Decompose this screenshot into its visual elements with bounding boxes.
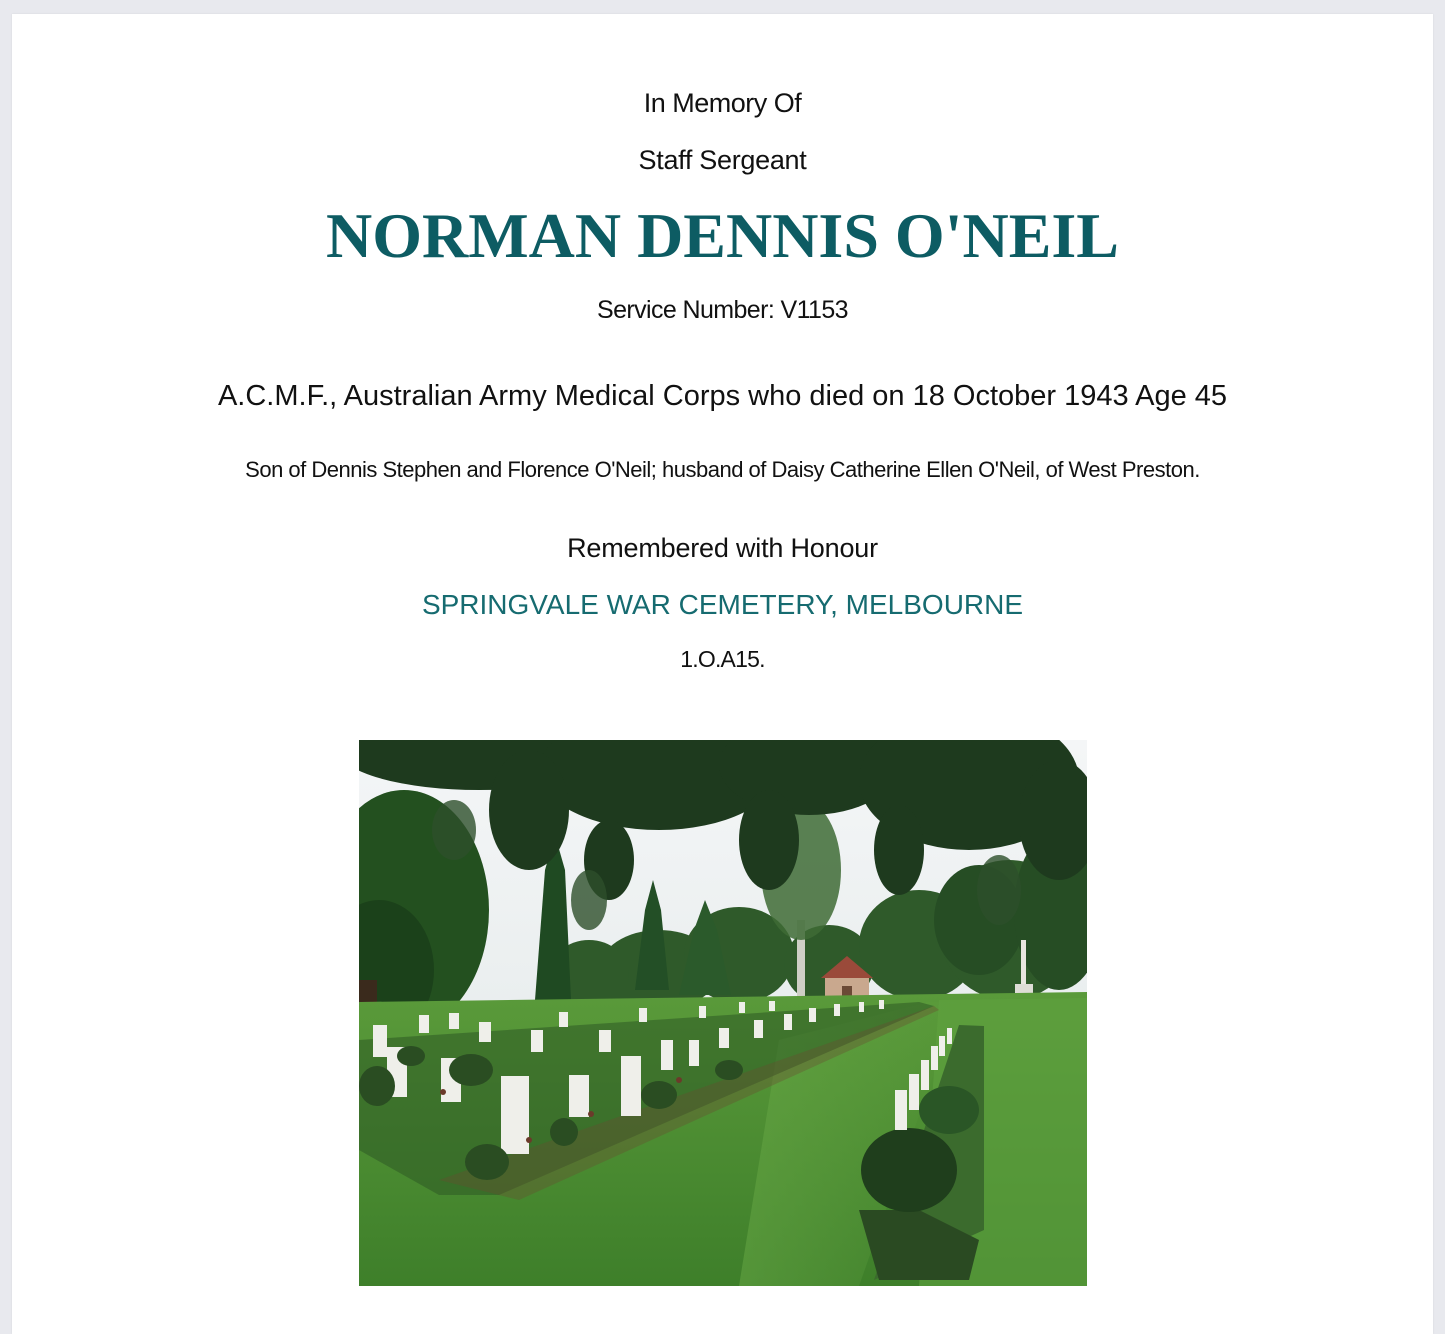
memorial-page bbox=[12, 14, 1433, 1334]
unit-death-line: A.C.M.F., Australian Army Medical Corps who died on 18 October 1943 Age 45 bbox=[217, 380, 1228, 412]
grave-reference: 1.O.A15. bbox=[680, 646, 765, 672]
rank-text: Staff Sergeant bbox=[638, 145, 807, 175]
intro-text: In Memory Of bbox=[643, 88, 802, 118]
service-number: Service Number: V1153 bbox=[597, 296, 848, 324]
cemetery-name: SPRINGVALE WAR CEMETERY, MELBOURNE bbox=[421, 589, 1024, 620]
cemetery-photo bbox=[359, 740, 1087, 1286]
honour-text: Remembered with Honour bbox=[567, 533, 878, 563]
soldier-name: NORMAN DENNIS O'NEIL bbox=[326, 200, 1119, 271]
family-line: Son of Dennis Stephen and Florence O'Neil; husband of Daisy Catherine Ellen O'Neil, of West Preston. bbox=[245, 457, 1200, 482]
